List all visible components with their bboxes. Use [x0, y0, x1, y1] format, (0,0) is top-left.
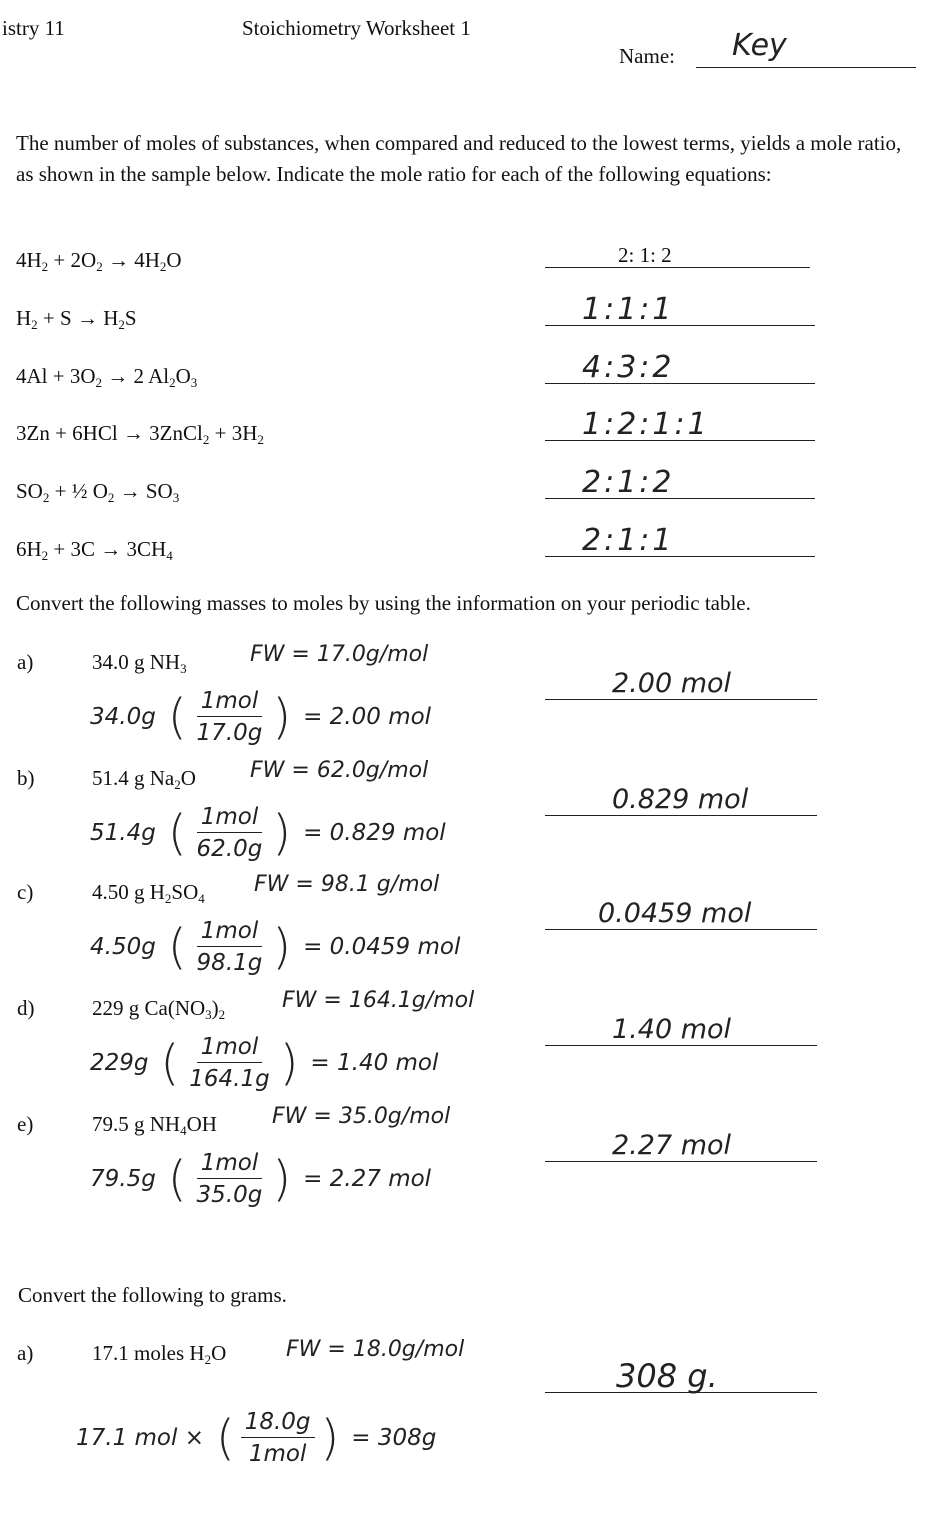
formula-weight: FW = 98.1 g/mol — [254, 872, 440, 897]
equation-text: 3Zn + 6HCl → 3ZnCl$_2$ + $3H_2$ — [16, 421, 264, 447]
factor-numerator: 1mol — [197, 804, 263, 833]
intro-paragraph: The number of moles of substances, when compared and reduced to the lowest terms, yields a mole ratio, as shown in the sample below. Indicate the mole ratio for each of the following equations: — [16, 131, 902, 186]
item-letter: b) — [17, 766, 35, 790]
factor-numerator: 1mol — [197, 1034, 263, 1063]
mole-ratio-answer: 1:2:1:1 — [582, 407, 710, 442]
answer-underline — [545, 1045, 817, 1046]
answer-underline — [545, 1392, 817, 1393]
conversion-factor — [193, 918, 267, 976]
mole-ratio-answer: 4:3:2 — [582, 350, 675, 385]
conversion-factor — [193, 1150, 267, 1208]
answer-underline — [545, 929, 817, 930]
name-underline — [696, 67, 916, 68]
item-formula — [92, 766, 196, 791]
mole-ratio-answer: 2:1:2 — [582, 465, 675, 500]
formula-text: 229 g $Ca(NO_3)_2$ — [92, 996, 226, 1022]
item-letter: d) — [17, 996, 35, 1020]
calc-result: = 0.829 mol — [303, 820, 446, 846]
factor-denominator: 35.0g — [196, 1182, 263, 1208]
close-paren: ) — [320, 1410, 340, 1466]
close-paren: ) — [272, 805, 292, 861]
calculation — [90, 1034, 438, 1092]
formula-text: 4.50 g $H_2SO_4$ — [92, 880, 205, 906]
given-mass: 34.0g — [90, 704, 156, 730]
close-paren: ) — [272, 1151, 292, 1207]
close-paren: ) — [272, 919, 292, 975]
calc-result: = 1.40 mol — [310, 1050, 439, 1076]
mole-ratio-answer: 1:1:1 — [582, 292, 675, 327]
grams-answer: 308 g. — [616, 1357, 718, 1395]
formula-weight: FW = 164.1g/mol — [282, 988, 475, 1013]
section-grams-heading: Convert the following to grams. — [18, 1283, 287, 1307]
answer-underline — [545, 440, 815, 441]
equation — [16, 537, 173, 562]
equation-text: $H_2 + S \to H_2S$ — [16, 306, 137, 332]
calculation — [90, 804, 446, 862]
answer-underline — [545, 815, 817, 816]
factor-numerator: 1mol — [197, 918, 263, 947]
calc-result: = 308g — [351, 1425, 437, 1451]
open-paren: ( — [167, 1151, 187, 1207]
open-paren: ( — [160, 1035, 180, 1091]
item-letter: c) — [17, 880, 34, 904]
answer-underline — [545, 699, 817, 700]
open-paren: ( — [167, 805, 187, 861]
factor-denominator: 164.1g — [189, 1066, 270, 1092]
item-formula — [92, 650, 187, 675]
equation — [16, 306, 137, 331]
open-paren: ( — [215, 1410, 235, 1466]
equation — [16, 421, 264, 446]
factor-denominator: 98.1g — [196, 950, 263, 976]
item-formula — [92, 1341, 226, 1366]
answer-underline — [545, 556, 815, 557]
factor-numerator: 1mol — [197, 688, 263, 717]
name-value: Key — [732, 28, 787, 63]
close-paren: ) — [279, 1035, 299, 1091]
equation — [16, 248, 182, 273]
given-mass: 229g — [90, 1050, 149, 1076]
section-moles-heading: Convert the following masses to moles by using the information on your periodic table. — [16, 591, 751, 615]
formula-weight: FW = 18.0g/mol — [286, 1337, 465, 1362]
moles-answer: 0.829 mol — [612, 784, 749, 815]
item-letter: a) — [17, 1341, 34, 1365]
formula-text: 34.0 g $NH_3$ — [92, 650, 187, 676]
factor-numerator: 18.0g — [241, 1409, 315, 1438]
equation-text: $SO_2$ + ½ $O_2 \to SO_3$ — [16, 479, 180, 505]
answer-underline — [545, 325, 815, 326]
calc-result: = 0.0459 mol — [303, 934, 461, 960]
given-mass: 79.5g — [90, 1166, 156, 1192]
calc-result: = 2.00 mol — [303, 704, 432, 730]
answer-underline — [545, 1161, 817, 1162]
moles-answer: 1.40 mol — [612, 1014, 732, 1045]
item-letter: a) — [17, 650, 34, 674]
equation-text: $4Al + 3O_2 \to 2$ $Al_2O_3$ — [16, 364, 198, 390]
equation-text: $6H_2 + 3C \to 3CH_4$ — [16, 537, 173, 563]
worksheet-title: Stoichiometry Worksheet 1 — [242, 16, 471, 40]
factor-denominator: 1mol — [248, 1441, 307, 1467]
formula-text: 79.5 g $NH_4OH$ — [92, 1112, 217, 1138]
name-label: Name: — [619, 44, 675, 68]
moles-answer: 2.27 mol — [612, 1130, 732, 1161]
item-formula — [92, 1112, 217, 1137]
answer-underline — [545, 498, 815, 499]
item-formula — [92, 996, 225, 1021]
item-letter: e) — [17, 1112, 34, 1136]
open-paren: ( — [167, 919, 187, 975]
open-paren: ( — [167, 689, 187, 745]
calculation — [90, 918, 460, 976]
item-formula — [92, 880, 205, 905]
factor-denominator: 62.0g — [196, 836, 263, 862]
calc-result: = 2.27 mol — [303, 1166, 432, 1192]
calculation — [76, 1409, 436, 1467]
course-label: istry 11 — [2, 16, 65, 40]
formula-text: 51.4 g $Na_2O$ — [92, 766, 196, 792]
mole-ratio-answer: 2:1:1 — [582, 523, 675, 558]
mole-ratio-answer: 2: 1: 2 — [618, 243, 672, 267]
formula-text: 17.1 moles $H_2O$ — [92, 1341, 227, 1367]
formula-weight: FW = 17.0g/mol — [250, 642, 429, 667]
given-mass: 51.4g — [90, 820, 156, 846]
equation — [16, 479, 179, 504]
conversion-factor — [193, 804, 267, 862]
factor-numerator: 1mol — [197, 1150, 263, 1179]
calculation — [90, 688, 431, 746]
moles-answer: 0.0459 mol — [598, 898, 752, 929]
equation — [16, 364, 197, 389]
close-paren: ) — [272, 689, 292, 745]
given-mass: 4.50g — [90, 934, 156, 960]
conversion-factor — [241, 1409, 315, 1467]
equation-text: $4H_2 + 2O_2 \to 4H_2O$ — [16, 248, 182, 274]
factor-denominator: 17.0g — [196, 720, 263, 746]
moles-answer: 2.00 mol — [612, 668, 732, 699]
given-moles: 17.1 mol × — [76, 1425, 204, 1451]
answer-underline — [545, 383, 815, 384]
calculation — [90, 1150, 431, 1208]
formula-weight: FW = 35.0g/mol — [272, 1104, 451, 1129]
conversion-factor — [193, 688, 267, 746]
formula-weight: FW = 62.0g/mol — [250, 758, 429, 783]
answer-underline — [545, 267, 810, 268]
conversion-factor — [185, 1034, 273, 1092]
